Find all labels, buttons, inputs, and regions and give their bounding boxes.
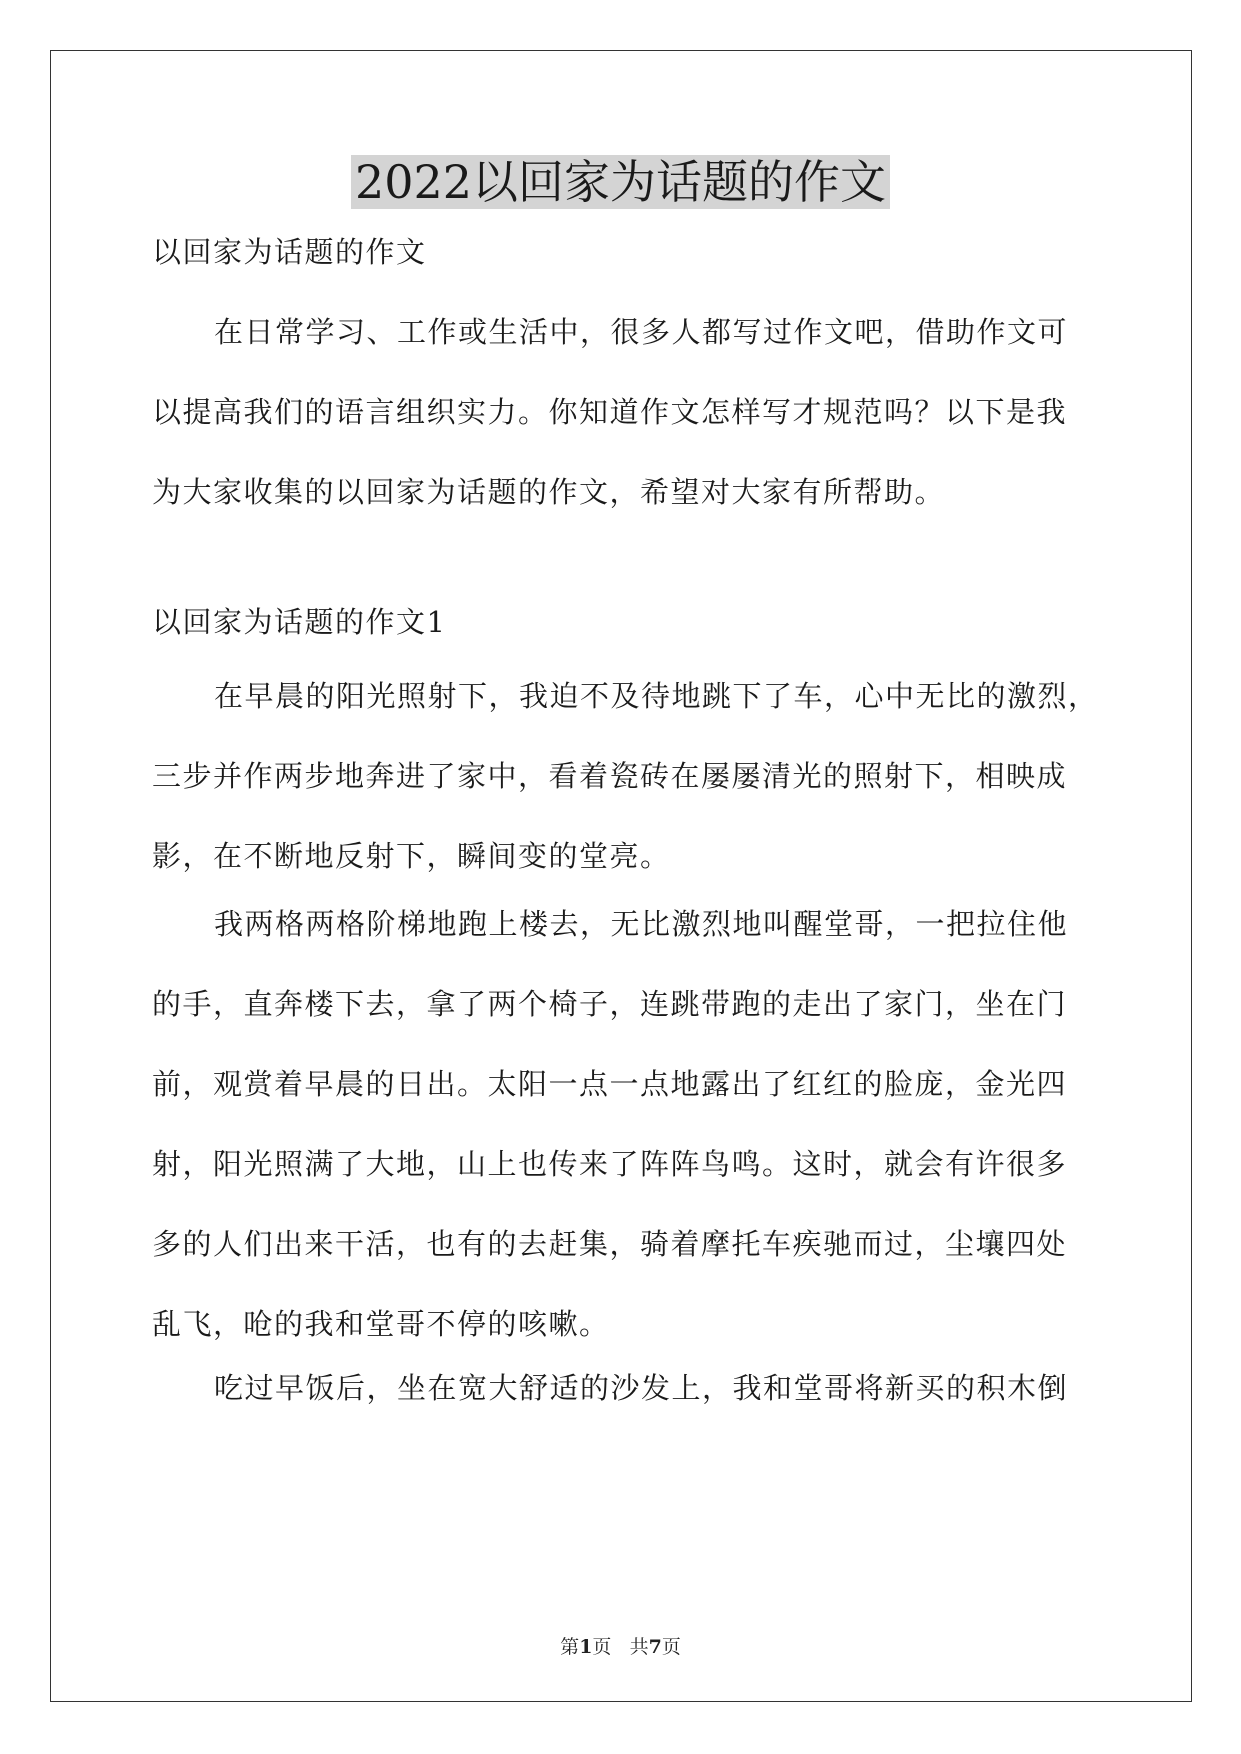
paragraph-1 — [152, 656, 1099, 896]
intro-paragraph — [152, 292, 1092, 532]
section-heading-text: 以回家为话题的作文1 — [152, 605, 447, 639]
paragraph-line: 吃过早饭后，坐在宽大舒适的沙发上，我和堂哥将新买的积木倒 — [214, 1371, 1069, 1405]
paragraph-line: 前，观赏着早晨的日出。太阳一点一点地露出了红红的脸庞，金光四 — [152, 1067, 1068, 1101]
paragraph-line: 影，在不断地反射下，瞬间变的堂亮。 — [152, 839, 671, 873]
total-suffix: 页 — [661, 1636, 681, 1658]
paragraph-line: 射，阳光照满了大地，山上也传来了阵阵鸟鸣。这时，就会有许很多 — [152, 1147, 1068, 1181]
paragraph-2 — [152, 884, 1092, 1364]
intro-line: 为大家收集的以回家为话题的作文，希望对大家有所帮助。 — [152, 475, 946, 509]
page-prefix: 第 — [560, 1636, 580, 1658]
paragraph-line: 我两格两格阶梯地跑上楼去，无比激烈地叫醒堂哥，一把拉住他 — [214, 907, 1069, 941]
paragraph-line: 多的人们出来干活，也有的去赶集，骑着摩托车疾驰而过，尘壤四处 — [152, 1227, 1068, 1261]
intro-line: 在日常学习、工作或生活中，很多人都写过作文吧，借助作文可 — [214, 315, 1069, 349]
section-heading — [152, 582, 1092, 662]
page-current: 1 — [579, 1636, 593, 1658]
subtitle — [152, 212, 1092, 292]
intro-line: 以提高我们的语言组织实力。你知道作文怎样写才规范吗？以下是我 — [152, 395, 1068, 429]
subtitle-text: 以回家为话题的作文 — [152, 235, 427, 269]
document-title-text: 2022以回家为话题的作文 — [351, 155, 890, 209]
paragraph-line: 在早晨的阳光照射下，我迫不及待地跳下了车，心中无比的激烈， — [214, 679, 1099, 713]
page-footer — [0, 1632, 1241, 1659]
paragraph-line: 的手，直奔楼下去，拿了两个椅子，连跳带跑的走出了家门，坐在门 — [152, 987, 1068, 1021]
total-prefix: 共 — [629, 1636, 649, 1658]
paragraph-line: 乱飞，呛的我和堂哥不停的咳嗽。 — [152, 1307, 610, 1341]
paragraph-3 — [152, 1348, 1092, 1428]
page-total: 7 — [648, 1636, 662, 1658]
paragraph-line: 三步并作两步地奔进了家中，看着瓷砖在屡屡清光的照射下，相映成 — [152, 759, 1068, 793]
document-title — [0, 152, 1241, 212]
page-suffix: 页 — [592, 1636, 612, 1658]
